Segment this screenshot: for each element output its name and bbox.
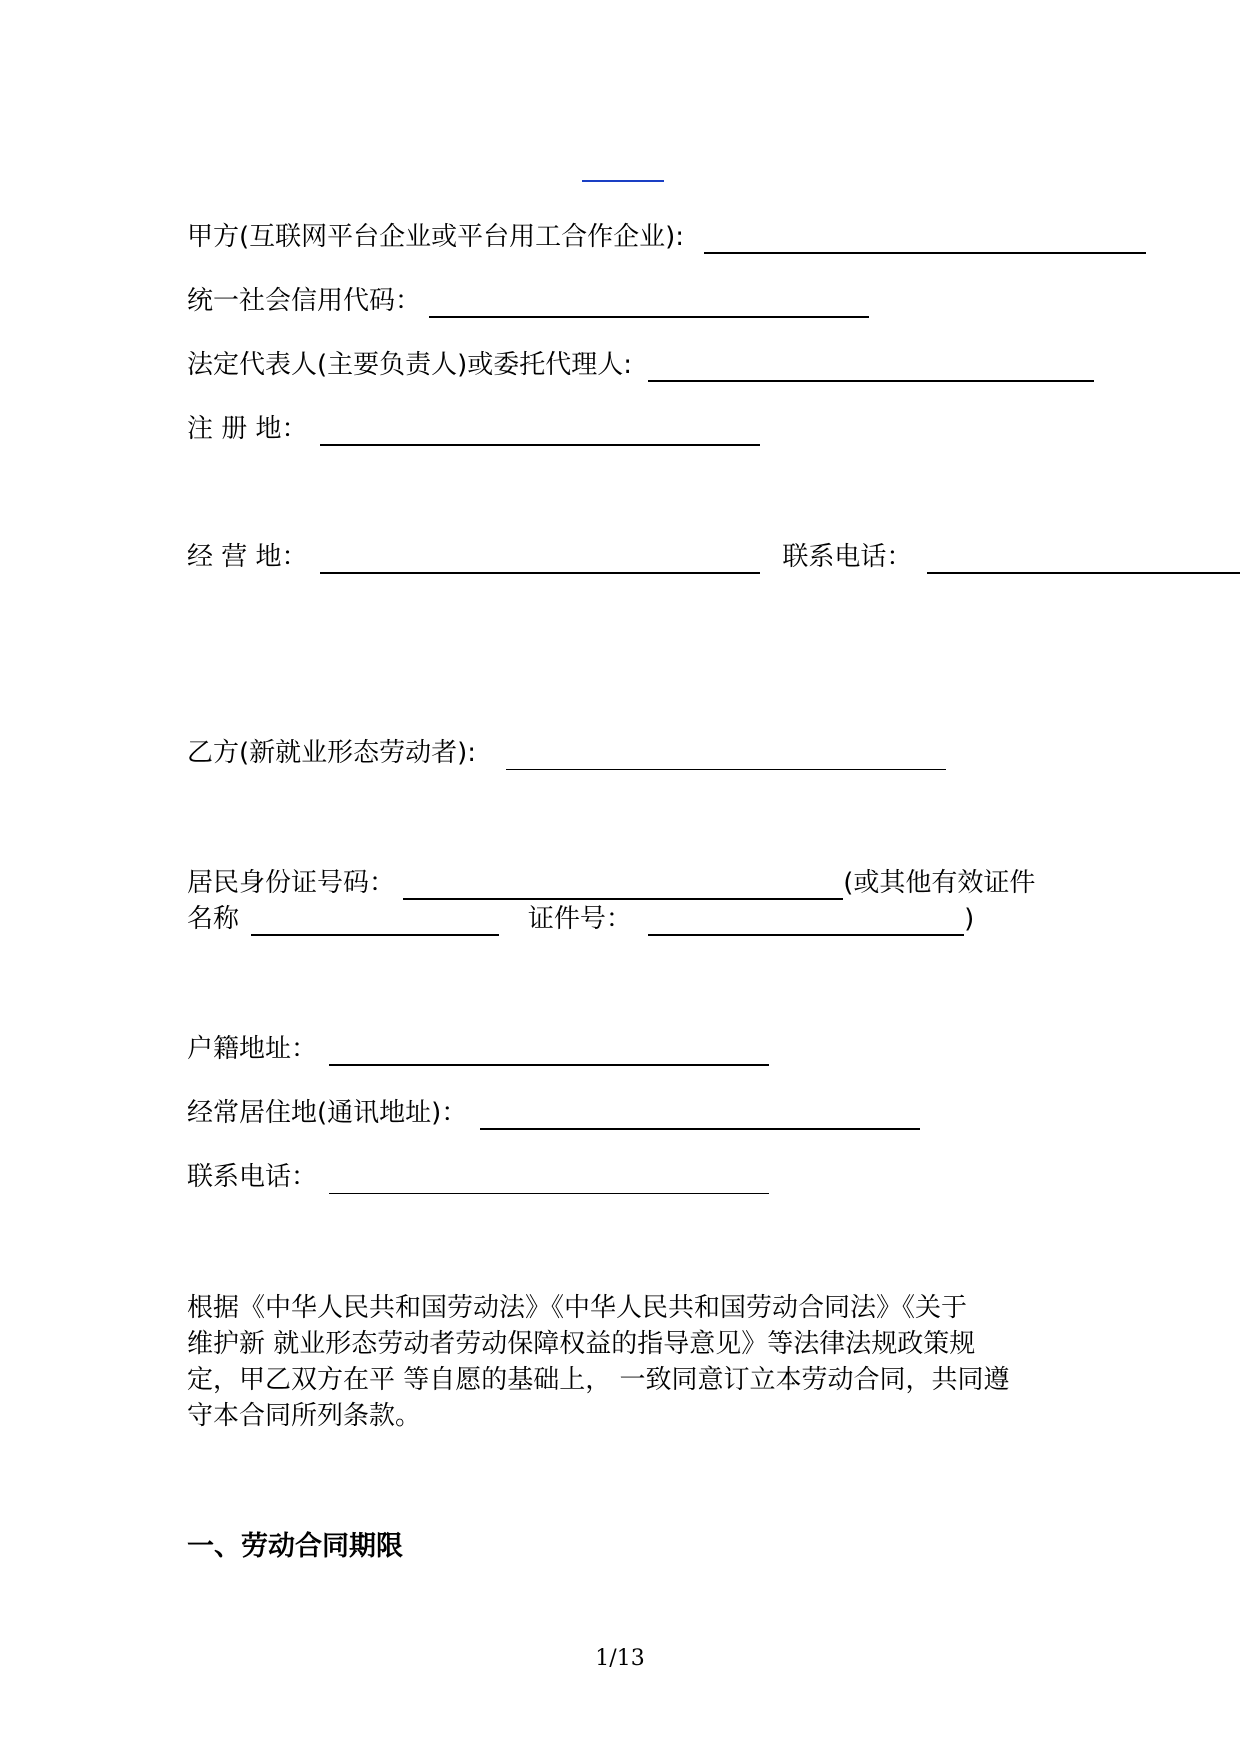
party-b-phone-row	[187, 1160, 769, 1194]
registered-address-field[interactable]	[320, 416, 760, 446]
credit-code-row	[187, 284, 869, 318]
other-id-name-label: 名称	[187, 904, 240, 934]
section-1-heading: 一、劳动合同期限	[187, 1531, 403, 1562]
representative-field[interactable]	[648, 352, 1094, 382]
household-address-field[interactable]	[329, 1036, 769, 1066]
party-b-name-field[interactable]	[506, 741, 946, 770]
other-id-number-label: 证件号：	[527, 904, 632, 934]
preamble-line-2: 维护新 就业形态劳动者劳动保障权益的指导意见》等法律法规政策规	[187, 1329, 976, 1359]
residence-field[interactable]	[480, 1100, 920, 1130]
preamble-paragraph	[187, 1290, 1057, 1434]
business-address-field[interactable]	[320, 544, 760, 574]
other-id-prefix: (或其他有效证件	[843, 868, 1036, 898]
id-number-field[interactable]	[403, 870, 843, 900]
household-address-label: 户籍地址：	[187, 1034, 318, 1064]
registered-address-label: 注 册 地：	[187, 414, 308, 444]
id-number-row	[187, 866, 1035, 900]
credit-code-label: 统一社会信用代码：	[187, 286, 422, 316]
top-link-underline[interactable]	[582, 180, 664, 182]
business-address-row	[187, 540, 1240, 574]
residence-label: 经常居住地(通讯地址)：	[187, 1098, 468, 1128]
party-a-name-field[interactable]	[704, 224, 1146, 254]
registered-address-row	[187, 412, 760, 446]
other-id-suffix: )	[964, 904, 975, 934]
party-b-phone-label: 联系电话：	[187, 1162, 318, 1192]
party-a-phone-label: 联系电话：	[782, 542, 913, 572]
id-number-label: 居民身份证号码：	[187, 868, 396, 898]
representative-row	[187, 348, 1094, 382]
household-address-row	[187, 1032, 769, 1066]
preamble-line-3: 定，甲乙双方在平 等自愿的基础上， 一致同意订立本劳动合同，共同遵	[187, 1365, 1010, 1395]
party-b-name-row	[187, 736, 946, 770]
business-address-label: 经 营 地：	[187, 542, 308, 572]
party-b-name-label: 乙方(新就业形态劳动者):	[187, 738, 477, 768]
party-a-phone-field[interactable]	[927, 544, 1240, 574]
preamble-line-4: 守本合同所列条款。	[187, 1401, 422, 1431]
party-a-name-row	[187, 220, 1146, 254]
other-id-name-field[interactable]	[251, 906, 499, 936]
credit-code-field[interactable]	[429, 288, 869, 318]
other-id-number-field[interactable]	[648, 906, 964, 936]
other-id-row	[187, 902, 974, 936]
residence-row	[187, 1096, 920, 1130]
representative-label: 法定代表人(主要负责人)或委托代理人:	[187, 350, 633, 380]
page-number: 1/13	[595, 1646, 645, 1671]
party-b-phone-field[interactable]	[329, 1165, 769, 1194]
preamble-line-1: 根据《中华人民共和国劳动法》《中华人民共和国劳动合同法》《关于	[187, 1293, 968, 1323]
party-a-name-label: 甲方(互联网平台企业或平台用工合作企业):	[187, 222, 685, 252]
